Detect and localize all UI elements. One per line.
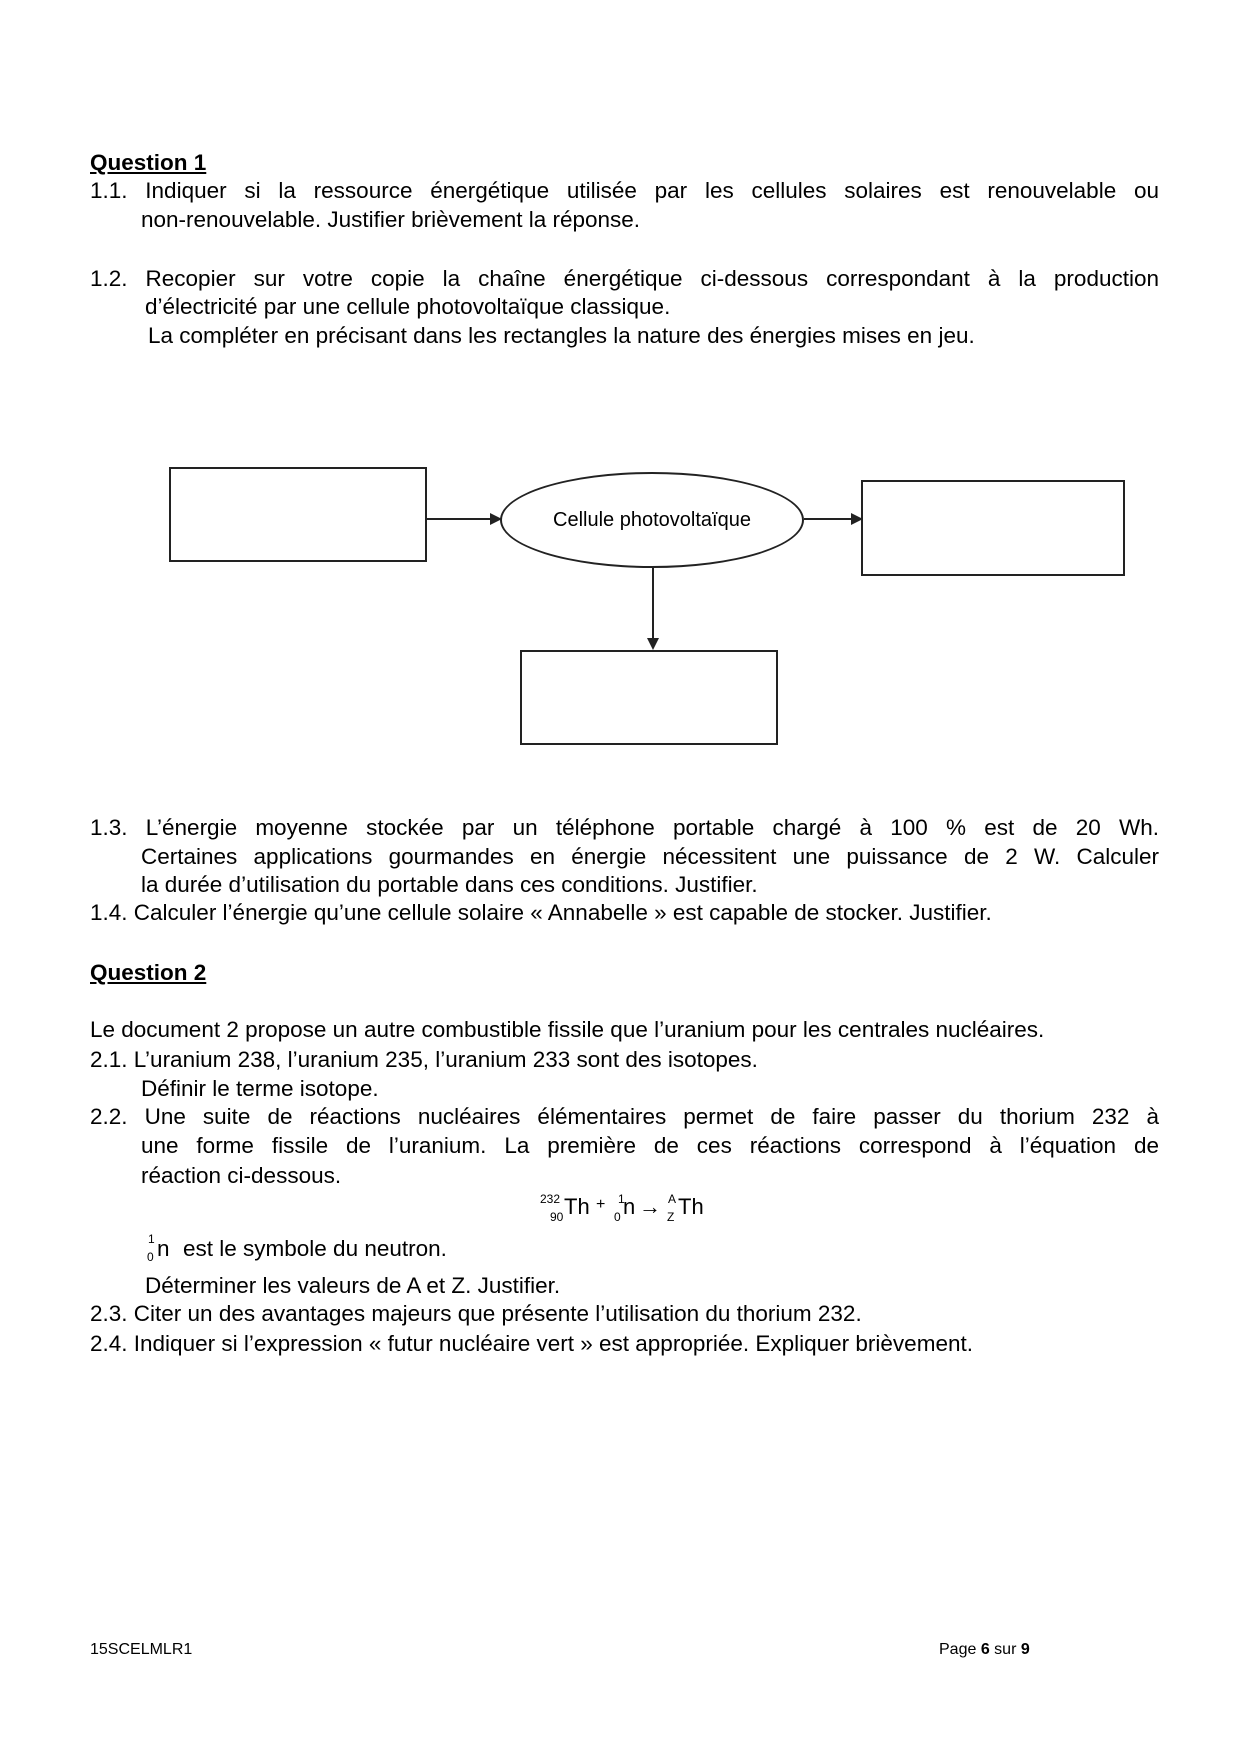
mass-number: 1 (618, 1192, 625, 1206)
page-sep: sur (989, 1641, 1021, 1658)
thorium-symbol: Th (678, 1194, 704, 1219)
page-total: 9 (1020, 1641, 1030, 1658)
page-prefix: Page (939, 1641, 981, 1658)
q2-2-line: 2.2. Une suite de réactions nucléaires élémentaires permet de faire passer du thorium 232 à (90, 1104, 1159, 1129)
q1-2-line: 1.2. Recopier sur votre copie la chaîne énergétique ci-dessous correspondant à la production (90, 266, 1159, 291)
q1-1-line: non-renouvelable. Justifier brièvement la réponse. (141, 207, 641, 232)
neutron-symbol: n (157, 1236, 170, 1261)
q2-2-line: une forme fissile de l’uranium. La première de ces réactions correspond à l’équation de (141, 1133, 1159, 1158)
q1-4-line: 1.4. Calculer l’énergie qu’une cellule solaire « Annabelle » est capable de stocker. Justifier. (90, 900, 992, 925)
thorium-symbol: Th (564, 1194, 590, 1219)
q2-intro: Le document 2 propose un autre combustible fissile que l’uranium pour les centrales nucléaires. (90, 1017, 1045, 1042)
mass-number: 232 (540, 1192, 561, 1206)
q2-1-line: 2.1. L’uranium 238, l’uranium 235, l’uranium 233 sont des isotopes. (90, 1047, 758, 1072)
q2-2-line: réaction ci-dessous. (141, 1163, 342, 1188)
mass-number: 1 (148, 1232, 155, 1246)
atomic-number: 90 (550, 1210, 564, 1224)
atomic-number: Z (667, 1210, 675, 1224)
atomic-number: 0 (147, 1250, 154, 1264)
neutron-symbol: n (623, 1194, 636, 1219)
atomic-number: 0 (614, 1210, 621, 1224)
q1-2-line: d’électricité par une cellule photovoltaïque classique. (145, 294, 671, 319)
page-current: 6 (980, 1641, 990, 1658)
q1-3-line: 1.3. L’énergie moyenne stockée par un téléphone portable chargé à 100 % est de 20 Wh. (90, 815, 1159, 840)
q2-4-line: 2.4. Indiquer si l’expression « futur nucléaire vert » est appropriée. Expliquer brièvement. (90, 1331, 973, 1356)
photovoltaic-cell-label: Cellule photovoltaïque (553, 508, 751, 531)
q1-2-line: La compléter en précisant dans les rectangles la nature des énergies mises en jeu. (148, 323, 975, 348)
footer-code: 15SCELMLR1 (90, 1641, 193, 1658)
q1-3-line: la durée d’utilisation du portable dans ces conditions. Justifier. (141, 872, 758, 897)
question-1-heading: Question 1 (90, 150, 207, 175)
arrow-icon: → (639, 1194, 661, 1219)
q2-1-line: Définir le terme isotope. (141, 1076, 379, 1101)
footer-page-number (939, 1641, 1030, 1659)
diagram-arrows (0, 0, 1240, 800)
q2-2-instruction: Déterminer les valeurs de A et Z. Justifier. (145, 1273, 561, 1298)
mass-number: A (668, 1192, 677, 1206)
q1-3-line: Certaines applications gourmandes en énergie nécessitent une puissance de 2 W. Calculer (141, 844, 1159, 869)
question-2-heading: Question 2 (90, 960, 207, 985)
neutron-text: est le symbole du neutron. (183, 1236, 447, 1261)
plus-sign: + (596, 1196, 606, 1213)
q2-3-line: 2.3. Citer un des avantages majeurs que présente l’utilisation du thorium 232. (90, 1301, 862, 1326)
q1-1-line: 1.1. Indiquer si la ressource énergétique utilisée par les cellules solaires est renouvelable ou (90, 178, 1159, 203)
